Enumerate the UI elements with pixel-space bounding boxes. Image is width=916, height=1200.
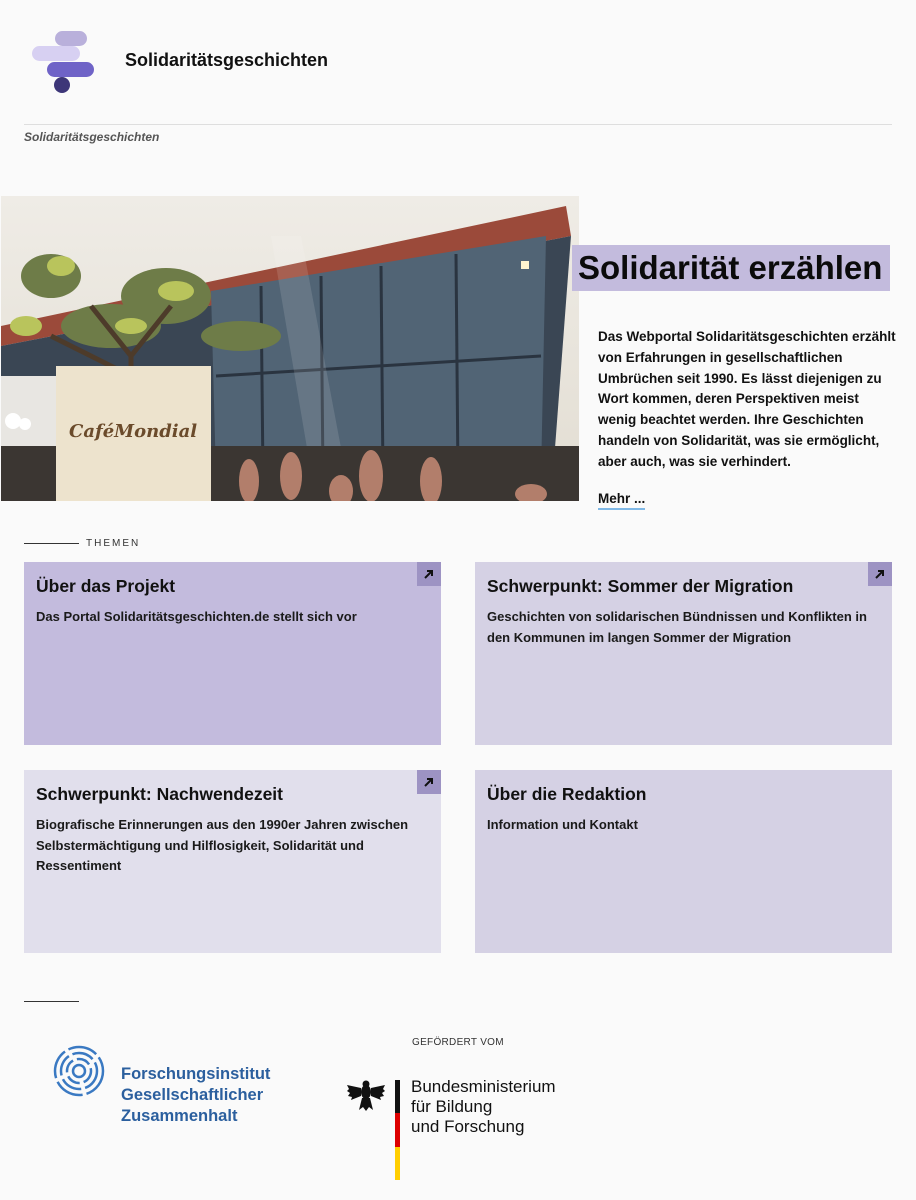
site-header — [0, 0, 916, 125]
site-title[interactable]: Solidaritätsgeschichten — [125, 50, 329, 70]
card-title: Über das Projekt — [36, 576, 176, 596]
institute-name[interactable] — [121, 1064, 270, 1127]
theme-card-projekt[interactable] — [24, 562, 441, 745]
card-text: Biografische Erinnerungen aus den 1990er Jahren zwischen Selbstermächtigung und Hilflosigkeit, Solidarität und Ressentiment — [36, 817, 409, 873]
stacked-bars-logo-icon[interactable] — [30, 30, 96, 94]
card-text: Geschichten von solidarischen Bündnissen und Konflikten in den Kommunen im langen Sommer der Migration — [487, 609, 867, 645]
institute-rings-logo-icon[interactable] — [52, 1044, 107, 1099]
header-divider — [24, 124, 892, 125]
theme-card-sommer-der-migration[interactable] — [475, 562, 892, 745]
theme-card-nachwendezeit[interactable] — [24, 770, 441, 953]
ministry-name[interactable] — [411, 1077, 556, 1137]
hero-image — [1, 196, 579, 501]
arrow-up-right-icon[interactable] — [417, 562, 441, 586]
arrow-up-right-icon[interactable] — [417, 770, 441, 794]
card-text: Das Portal Solidaritätsgeschichten.de stellt sich vor — [36, 609, 357, 624]
hero-title: Solidarität erzählen — [572, 245, 890, 291]
card-title: Über die Redaktion — [487, 784, 647, 804]
ministry-name-line: Bundesministerium — [411, 1077, 556, 1096]
card-title: Schwerpunkt: Nachwendezeit — [36, 784, 283, 804]
hero-description: Das Webportal Solidaritätsgeschichten erzählt von Erfahrungen in gesellschaftlichen Umbrüchen seit 1990. Es lässt diejenigen zu Wort kommen, deren Perspektiven meist wenig beachtet werden. Ihre Geschichten handeln von Solidarität, was sie ermöglicht, aber auch, was sie verhindert. — [598, 329, 896, 469]
ministry-name-line: und Forschung — [411, 1117, 525, 1136]
institute-name-line: Gesellschaftlicher — [121, 1086, 264, 1104]
card-title: Schwerpunkt: Sommer der Migration — [487, 576, 794, 596]
section-heading-themen — [24, 536, 140, 550]
cafe-mondial-banner-text: CaféMondial — [69, 421, 198, 442]
institute-name-line: Forschungsinstitut — [121, 1065, 271, 1083]
theme-card-redaktion[interactable] — [475, 770, 892, 953]
institute-name-line: Zusammenhalt — [121, 1107, 238, 1125]
german-flag-stripe — [395, 1080, 400, 1180]
funded-by-label: GEFÖRDERT VOM — [412, 1037, 504, 1048]
section-heading-line — [24, 543, 79, 544]
federal-eagle-icon — [346, 1076, 386, 1116]
arrow-up-right-icon[interactable] — [868, 562, 892, 586]
section-heading-label: THEMEN — [86, 537, 141, 549]
breadcrumb[interactable]: Solidaritätsgeschichten — [24, 130, 160, 144]
card-text: Information und Kontakt — [487, 817, 638, 832]
ministry-name-line: für Bildung — [411, 1097, 493, 1116]
footer-divider — [24, 1001, 79, 1002]
more-link[interactable]: Mehr ... — [598, 491, 645, 510]
